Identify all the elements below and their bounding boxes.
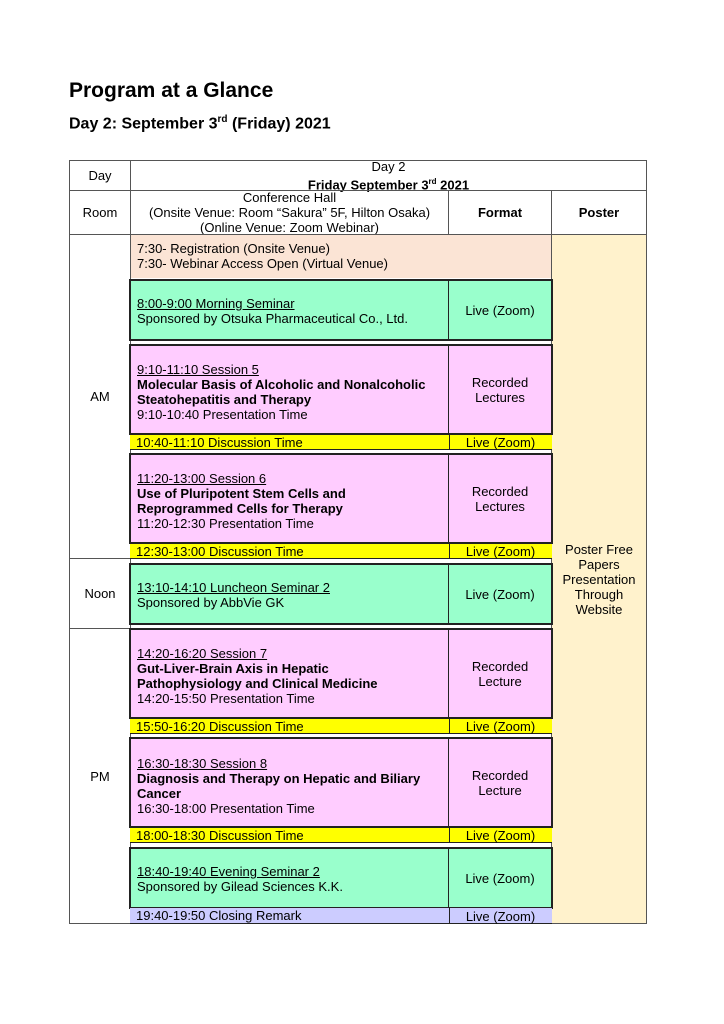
page-subtitle: Day 2: September 3rd (Friday) 2021 <box>69 114 331 133</box>
registration-block: 7:30- Registration (Onsite Venue) 7:30- Webinar Access Open (Virtual Venue) <box>131 235 448 278</box>
period-noon: Noon <box>69 558 131 629</box>
poster-cell: Poster Free Papers Presentation Through Website <box>551 234 647 924</box>
session7-discussion-format: Live (Zoom) <box>449 718 551 734</box>
morning-seminar-block: 8:00-9:00 Morning Seminar Sponsored by Otsuka Pharmaceutical Co., Ltd. <box>129 279 553 341</box>
evening-seminar-block: 18:40-19:40 Evening Seminar 2 Sponsored by Gilead Sciences K.K. <box>129 847 553 909</box>
page-title: Program at a Glance <box>69 79 274 102</box>
session7-format: Recorded Lecture <box>471 658 529 689</box>
session7-block: 14:20-16:20 Session 7 Gut-Liver-Brain Axis in Hepatic Pathophysiology and Clinical Medicine 14:20-15:50 Presentation Time <box>129 628 553 719</box>
session5-discussion-format: Live (Zoom) <box>449 434 551 450</box>
closing-format: Live (Zoom) <box>449 908 551 924</box>
session8-block: 16:30-18:30 Session 8 Diagnosis and Therapy on Hepatic and Biliary Cancer 16:30-18:00 Presentation Time <box>129 737 553 828</box>
period-am: AM <box>69 234 131 559</box>
registration-format <box>448 235 551 278</box>
hall-header-cell: Conference Hall (Onsite Venue: Room “Sakura” 5F, Hilton Osaka) (Online Venue: Zoom Webinar) <box>130 190 449 235</box>
luncheon-seminar-block: 13:10-14:10 Luncheon Seminar 2 Sponsored by AbbVie GK <box>129 563 553 625</box>
day-header-cell: Day <box>69 160 131 191</box>
session6-discussion: 12:30-13:00 Discussion Time <box>130 543 552 559</box>
luncheon-seminar-format: Live (Zoom) <box>465 586 535 602</box>
morning-seminar-format: Live (Zoom) <box>465 302 535 318</box>
day2-header-cell: Day 2 Friday September 3rd 2021 <box>130 160 647 191</box>
session7-discussion: 15:50-16:20 Discussion Time <box>130 718 552 734</box>
closing-remark: 19:40-19:50 Closing Remark <box>130 908 552 924</box>
evening-seminar-format: Live (Zoom) <box>465 870 535 886</box>
room-header-cell: Room <box>69 190 131 235</box>
session5-discussion: 10:40-11:10 Discussion Time <box>130 434 552 450</box>
session8-format: Recorded Lecture <box>471 767 529 798</box>
session6-block: 11:20-13:00 Session 6 Use of Pluripotent Stem Cells and Reprogrammed Cells for Therapy 11:20-12:30 Presentation Time <box>129 453 553 544</box>
session5-format: Recorded Lectures <box>471 374 529 405</box>
session5-block: 9:10-11:10 Session 5 Molecular Basis of Alcoholic and Nonalcoholic Steatohepatitis and Therapy 9:10-10:40 Presentation Time <box>129 344 553 435</box>
session8-discussion-format: Live (Zoom) <box>449 827 551 843</box>
poster-header-cell: Poster <box>551 190 647 235</box>
session6-discussion-format: Live (Zoom) <box>449 543 551 559</box>
session8-discussion: 18:00-18:30 Discussion Time <box>130 827 552 843</box>
session6-format: Recorded Lectures <box>471 483 529 514</box>
period-pm: PM <box>69 628 131 924</box>
format-header-cell: Format <box>448 190 552 235</box>
